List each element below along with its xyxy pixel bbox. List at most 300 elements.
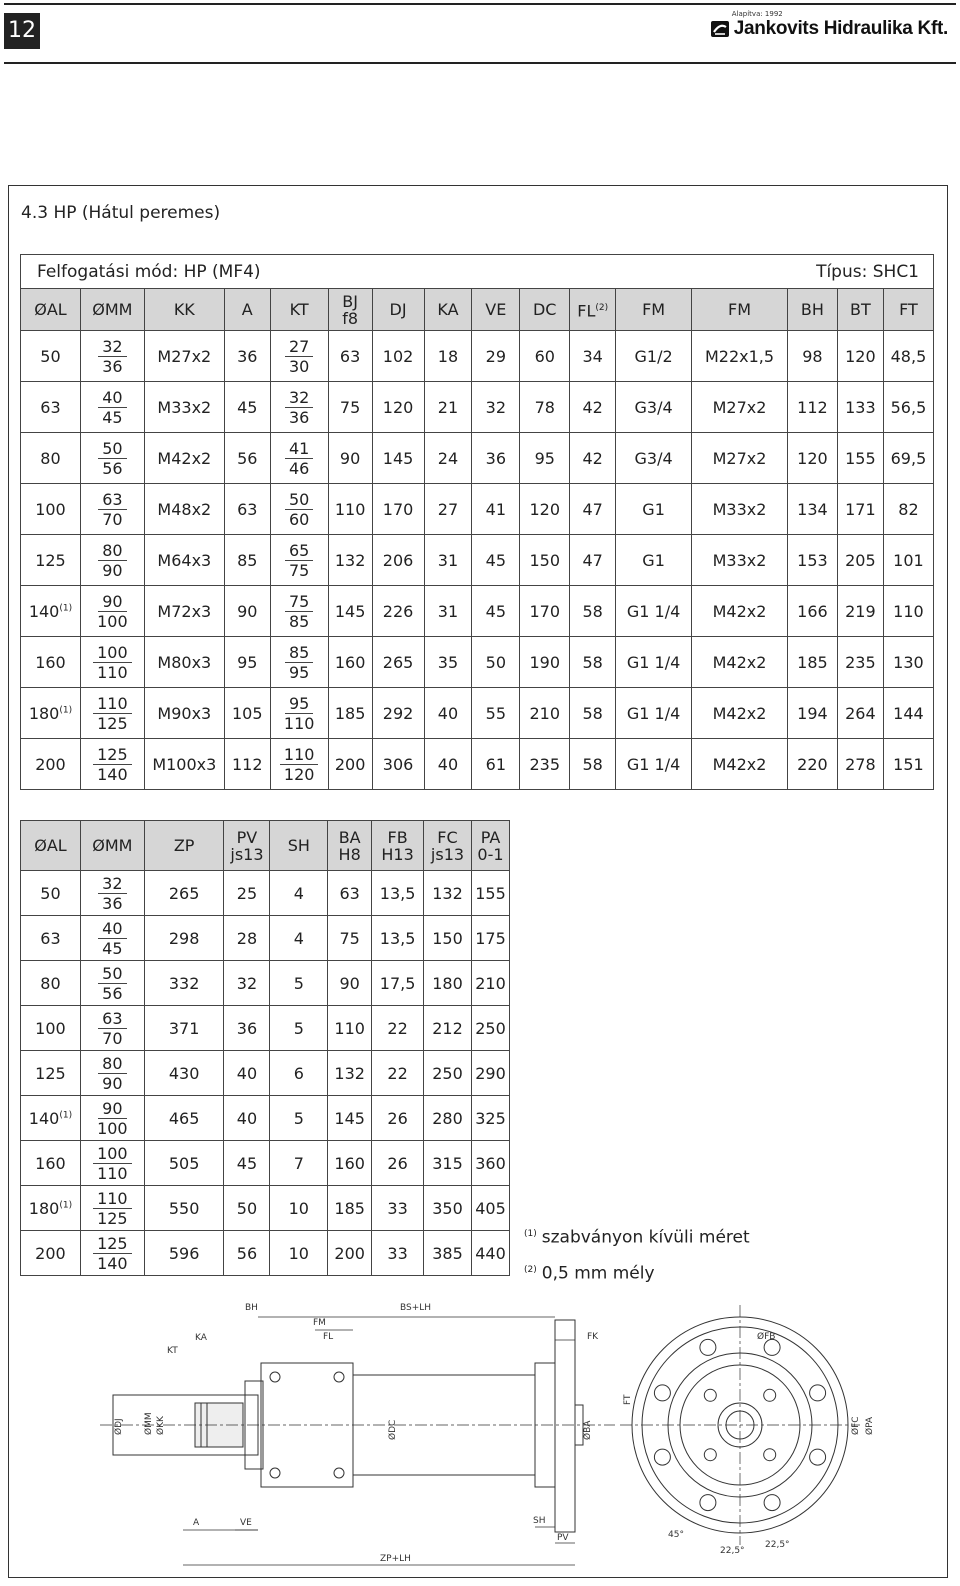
- cell-ft: 151: [883, 739, 933, 790]
- table-row: [21, 433, 934, 484]
- label-bs-lh: BS+LH: [400, 1303, 432, 1313]
- cell-dj: 170: [372, 484, 424, 535]
- cell-ve: 55: [472, 688, 520, 739]
- label-ve: VE: [240, 1518, 252, 1528]
- cell-pa: 440: [471, 1231, 509, 1276]
- cell-fc: 212: [424, 1006, 472, 1051]
- cell-zp: 298: [144, 916, 224, 961]
- label-dc: ØDC: [388, 1419, 398, 1440]
- page-number: 12: [4, 13, 40, 49]
- cell-mm: 110 125: [80, 1186, 144, 1231]
- cell-fb: 33: [372, 1231, 424, 1276]
- cell-ft: 48,5: [883, 331, 933, 382]
- cell-pv: 56: [224, 1231, 270, 1276]
- cell-al: 100: [21, 484, 81, 535]
- col-mm: ØMM: [80, 289, 144, 331]
- cell-kk: M27x2: [144, 331, 224, 382]
- col-kt: KT: [270, 289, 328, 331]
- cell-al: 160: [21, 637, 81, 688]
- cell-sh: 5: [270, 1096, 328, 1141]
- cell-bt: 264: [837, 688, 883, 739]
- label-a: A: [193, 1518, 200, 1528]
- cell-al: 80: [21, 961, 81, 1006]
- cell-fb: 13,5: [372, 916, 424, 961]
- cell-dc: 170: [520, 586, 570, 637]
- tie-rod-hole: [704, 1389, 716, 1401]
- cell-bj: 75: [328, 382, 372, 433]
- cell-fm1: G1 1/4: [616, 688, 692, 739]
- cell-a: 56: [224, 433, 270, 484]
- col-sh: SH: [270, 821, 328, 871]
- cell-al: 140$^{(1)}$: [21, 586, 81, 637]
- cell-fc: 150: [424, 916, 472, 961]
- cell-mm: 40 45: [80, 916, 144, 961]
- cell-kk: M64x3: [144, 535, 224, 586]
- cell-ve: 41: [472, 484, 520, 535]
- cell-ba: 160: [328, 1141, 372, 1186]
- cell-bh: 112: [787, 382, 837, 433]
- label-fl: FL: [323, 1332, 334, 1342]
- cell-ba: 200: [328, 1231, 372, 1276]
- cell-pv: 36: [224, 1006, 270, 1051]
- cell-a: 95: [224, 637, 270, 688]
- cell-ve: 45: [472, 535, 520, 586]
- cell-ba: 75: [328, 916, 372, 961]
- cell-zp: 265: [144, 871, 224, 916]
- cell-ba: 132: [328, 1051, 372, 1096]
- cell-al: 140$^{(1)}$: [21, 1096, 81, 1141]
- cell-bj: 132: [328, 535, 372, 586]
- cell-fb: 22: [372, 1006, 424, 1051]
- cell-fl: 58: [570, 586, 616, 637]
- cell-dc: 60: [520, 331, 570, 382]
- label-angle-22-5-b: 22,5°: [765, 1540, 790, 1550]
- cell-a: 36: [224, 331, 270, 382]
- footnote-1: $^{(1)}$ szabványon kívüli méret: [524, 1227, 750, 1248]
- cell-ka: 35: [424, 637, 472, 688]
- cell-kk: M80x3: [144, 637, 224, 688]
- cell-mm: 80 90: [80, 1051, 144, 1096]
- dimensions-table-main: [20, 254, 934, 790]
- cell-fm2: M27x2: [692, 433, 788, 484]
- cell-mm: 63 70: [80, 1006, 144, 1051]
- cell-dj: 292: [372, 688, 424, 739]
- table-row: [21, 1141, 510, 1186]
- cell-mm: 50 56: [80, 433, 144, 484]
- col-al: ØAL: [21, 289, 81, 331]
- col-fl: FL$^{(2)}$: [570, 289, 616, 331]
- cylinder-technical-drawing: [95, 1295, 935, 1580]
- cell-bj: 200: [328, 739, 372, 790]
- cell-ka: 27: [424, 484, 472, 535]
- cell-kt: 32 36: [270, 382, 328, 433]
- col-pv: PV js13: [224, 821, 270, 871]
- cell-fm1: G3/4: [616, 382, 692, 433]
- brand-since: Alapítva: 1992: [731, 10, 783, 18]
- label-ka: KA: [195, 1333, 207, 1343]
- bolt-hole: [764, 1495, 780, 1511]
- cell-fm1: G1/2: [616, 331, 692, 382]
- cell-zp: 430: [144, 1051, 224, 1096]
- cell-ba: 145: [328, 1096, 372, 1141]
- cell-a: 105: [224, 688, 270, 739]
- bolt-hole: [654, 1449, 670, 1465]
- cell-zp: 371: [144, 1006, 224, 1051]
- cell-ft: 56,5: [883, 382, 933, 433]
- tie-rod-hole: [764, 1389, 776, 1401]
- cell-pv: 40: [224, 1051, 270, 1096]
- cell-kt: 65 75: [270, 535, 328, 586]
- cell-dj: 120: [372, 382, 424, 433]
- cell-al: 50: [21, 871, 81, 916]
- cell-ve: 29: [472, 331, 520, 382]
- table-row: [21, 637, 934, 688]
- cell-dj: 226: [372, 586, 424, 637]
- cell-ka: 31: [424, 535, 472, 586]
- cell-a: 90: [224, 586, 270, 637]
- label-dpa: ØPA: [865, 1416, 875, 1435]
- col-a: A: [224, 289, 270, 331]
- cell-kt: 110 120: [270, 739, 328, 790]
- cell-bt: 171: [837, 484, 883, 535]
- bolt-hole: [700, 1339, 716, 1355]
- cell-fl: 42: [570, 433, 616, 484]
- table-row: [21, 586, 934, 637]
- footnotes: [524, 1218, 750, 1289]
- cell-bt: 205: [837, 535, 883, 586]
- col-bt: BT: [837, 289, 883, 331]
- cell-al: 180$^{(1)}$: [21, 688, 81, 739]
- cell-fb: 33: [372, 1186, 424, 1231]
- cell-kt: 95 110: [270, 688, 328, 739]
- cell-dc: 120: [520, 484, 570, 535]
- cell-fm2: M42x2: [692, 739, 788, 790]
- cell-fb: 26: [372, 1096, 424, 1141]
- bolt-hole: [654, 1385, 670, 1401]
- cell-fm2: M27x2: [692, 382, 788, 433]
- cell-dj: 206: [372, 535, 424, 586]
- cell-fc: 350: [424, 1186, 472, 1231]
- cell-bt: 278: [837, 739, 883, 790]
- cell-ba: 63: [328, 871, 372, 916]
- cell-fm2: M42x2: [692, 688, 788, 739]
- cell-sh: 6: [270, 1051, 328, 1096]
- cell-mm: 125 140: [80, 1231, 144, 1276]
- cell-dc: 235: [520, 739, 570, 790]
- tie-rod-hole: [764, 1449, 776, 1461]
- cell-kk: M48x2: [144, 484, 224, 535]
- col-dj: DJ: [372, 289, 424, 331]
- cell-bh: 153: [787, 535, 837, 586]
- cell-fm1: G1 1/4: [616, 586, 692, 637]
- cell-zp: 505: [144, 1141, 224, 1186]
- cell-fl: 47: [570, 535, 616, 586]
- cell-pa: 155: [471, 871, 509, 916]
- cell-fb: 22: [372, 1051, 424, 1096]
- cell-ft: 144: [883, 688, 933, 739]
- cell-sh: 4: [270, 916, 328, 961]
- table-row: [21, 331, 934, 382]
- cell-al: 125: [21, 535, 81, 586]
- table-row: [21, 871, 510, 916]
- cell-a: 63: [224, 484, 270, 535]
- cell-ve: 32: [472, 382, 520, 433]
- brand-name: Jankovits Hidraulika Kft.: [733, 18, 948, 39]
- cell-pa: 250: [471, 1006, 509, 1051]
- cell-ft: 82: [883, 484, 933, 535]
- cell-bh: 185: [787, 637, 837, 688]
- bolt-hole: [810, 1385, 826, 1401]
- cell-mm: 50 56: [80, 961, 144, 1006]
- cell-fm2: M33x2: [692, 484, 788, 535]
- cell-bj: 185: [328, 688, 372, 739]
- cell-pv: 32: [224, 961, 270, 1006]
- brand-icon: [710, 20, 730, 38]
- table-row: [21, 688, 934, 739]
- cell-ba: 185: [328, 1186, 372, 1231]
- cell-fm1: G1 1/4: [616, 637, 692, 688]
- cell-fc: 315: [424, 1141, 472, 1186]
- col-fc-pa: FC js13: [424, 821, 472, 871]
- section-title: 4.3 HP (Hátul peremes): [21, 203, 221, 223]
- table-row: [21, 1096, 510, 1141]
- cell-a: 112: [224, 739, 270, 790]
- cell-mm: 32 36: [80, 871, 144, 916]
- label-dfb: ØFB: [757, 1332, 776, 1342]
- cell-bh: 220: [787, 739, 837, 790]
- cell-fb: 26: [372, 1141, 424, 1186]
- cell-bh: 120: [787, 433, 837, 484]
- col-ba: BA H8: [328, 821, 372, 871]
- cell-al: 80: [21, 433, 81, 484]
- label-kk: ØKK: [156, 1416, 166, 1435]
- cell-bh: 194: [787, 688, 837, 739]
- cell-pa: 325: [471, 1096, 509, 1141]
- label-dba: ØBA: [583, 1420, 593, 1440]
- cell-bj: 160: [328, 637, 372, 688]
- end-view: [620, 1305, 875, 1556]
- col-fm1: FM: [616, 289, 692, 331]
- cell-ka: 31: [424, 586, 472, 637]
- cell-mm: 90 100: [80, 1096, 144, 1141]
- cell-bt: 120: [837, 331, 883, 382]
- cell-pv: 50: [224, 1186, 270, 1231]
- col-fb: FB H13: [372, 821, 424, 871]
- label-dj: ØDJ: [114, 1418, 124, 1435]
- cell-fm1: G1: [616, 535, 692, 586]
- table-row: [21, 484, 934, 535]
- cell-fl: 42: [570, 382, 616, 433]
- cell-dc: 190: [520, 637, 570, 688]
- cell-dc: 95: [520, 433, 570, 484]
- cell-kt: 75 85: [270, 586, 328, 637]
- footnote-2: $^{(2)}$ 0,5 mm mély: [524, 1263, 655, 1284]
- label-pv: PV: [557, 1533, 569, 1543]
- cell-kk: M33x2: [144, 382, 224, 433]
- table-row: [21, 961, 510, 1006]
- cell-mm: 32 36: [80, 331, 144, 382]
- cell-fc: 132: [424, 871, 472, 916]
- cell-ka: 40: [424, 688, 472, 739]
- cell-bj: 145: [328, 586, 372, 637]
- table-row: [21, 916, 510, 961]
- col-bj: BJ f8: [328, 289, 372, 331]
- cell-mm: 80 90: [80, 535, 144, 586]
- cell-ft: 110: [883, 586, 933, 637]
- cell-ka: 18: [424, 331, 472, 382]
- side-view: [100, 1303, 775, 1565]
- table-row: [21, 1186, 510, 1231]
- table-row: [21, 1006, 510, 1051]
- cell-a: 85: [224, 535, 270, 586]
- cell-pv: 28: [224, 916, 270, 961]
- table-header-row: [21, 289, 934, 331]
- cell-dj: 102: [372, 331, 424, 382]
- col-ft: FT: [883, 289, 933, 331]
- cell-fm1: G1 1/4: [616, 739, 692, 790]
- cell-pv: 45: [224, 1141, 270, 1186]
- cell-ve: 36: [472, 433, 520, 484]
- cell-dj: 265: [372, 637, 424, 688]
- cell-ve: 45: [472, 586, 520, 637]
- table-row: [21, 382, 934, 433]
- cell-bh: 166: [787, 586, 837, 637]
- bolt-hole: [810, 1449, 826, 1465]
- cell-sh: 5: [270, 1006, 328, 1051]
- cell-ve: 61: [472, 739, 520, 790]
- cell-bj: 90: [328, 433, 372, 484]
- cell-sh: 5: [270, 961, 328, 1006]
- cell-sh: 10: [270, 1186, 328, 1231]
- cell-kk: M100x3: [144, 739, 224, 790]
- cell-fm2: M33x2: [692, 535, 788, 586]
- cell-ba: 90: [328, 961, 372, 1006]
- mount-label: Felfogatási mód: HP (MF4): [21, 255, 788, 289]
- cell-fl: 58: [570, 637, 616, 688]
- cell-zp: 465: [144, 1096, 224, 1141]
- cell-kk: M72x3: [144, 586, 224, 637]
- cell-dc: 210: [520, 688, 570, 739]
- cell-bt: 235: [837, 637, 883, 688]
- cell-bj: 110: [328, 484, 372, 535]
- cell-bj: 63: [328, 331, 372, 382]
- cell-ka: 40: [424, 739, 472, 790]
- cell-fl: 58: [570, 688, 616, 739]
- cell-pa: 175: [471, 916, 509, 961]
- cell-al: 50: [21, 331, 81, 382]
- label-kt: KT: [167, 1346, 178, 1356]
- cell-bt: 155: [837, 433, 883, 484]
- label-zp-lh: ZP+LH: [380, 1554, 411, 1564]
- cell-dc: 78: [520, 382, 570, 433]
- col-ka: KA: [424, 289, 472, 331]
- cell-ve: 50: [472, 637, 520, 688]
- cell-fb: 13,5: [372, 871, 424, 916]
- label-bh: BH: [245, 1303, 258, 1313]
- cell-mm: 90 100: [80, 586, 144, 637]
- label-dfc: ØFC: [851, 1416, 861, 1435]
- cell-zp: 550: [144, 1186, 224, 1231]
- cell-ft: 130: [883, 637, 933, 688]
- cell-al: 63: [21, 382, 81, 433]
- cell-al: 200: [21, 739, 81, 790]
- cell-fl: 58: [570, 739, 616, 790]
- cell-kt: 41 46: [270, 433, 328, 484]
- cell-al: 125: [21, 1051, 81, 1096]
- cell-mm: 40 45: [80, 382, 144, 433]
- cell-kt: 50 60: [270, 484, 328, 535]
- cell-bt: 219: [837, 586, 883, 637]
- cell-sh: 7: [270, 1141, 328, 1186]
- col-al: ØAL: [21, 821, 81, 871]
- col-ve: VE: [472, 289, 520, 331]
- cell-pv: 25: [224, 871, 270, 916]
- cell-fl: 47: [570, 484, 616, 535]
- header-rule-bottom: [4, 62, 956, 64]
- cell-al: 100: [21, 1006, 81, 1051]
- cell-fc: 180: [424, 961, 472, 1006]
- cell-al: 63: [21, 916, 81, 961]
- cell-fm1: G1: [616, 484, 692, 535]
- cell-al: 160: [21, 1141, 81, 1186]
- cell-al: 180$^{(1)}$: [21, 1186, 81, 1231]
- col-dc: DC: [520, 289, 570, 331]
- table-header-row: [21, 821, 510, 871]
- cell-fm2: M42x2: [692, 637, 788, 688]
- label-ft: FT: [623, 1394, 633, 1405]
- dimensions-table-secondary: [20, 820, 510, 1276]
- cell-kt: 27 30: [270, 331, 328, 382]
- label-fm: FM: [313, 1318, 326, 1328]
- col-zp: ZP: [144, 821, 224, 871]
- table-row: [21, 1051, 510, 1096]
- bolt-hole: [700, 1495, 716, 1511]
- table-row: [21, 739, 934, 790]
- cell-sh: 10: [270, 1231, 328, 1276]
- cell-pa: 290: [471, 1051, 509, 1096]
- cell-kk: M42x2: [144, 433, 224, 484]
- header-rule-top: [4, 3, 956, 5]
- cell-mm: 110 125: [80, 688, 144, 739]
- table-row: [21, 535, 934, 586]
- cell-dj: 145: [372, 433, 424, 484]
- cell-fb: 17,5: [372, 961, 424, 1006]
- cell-pa: 405: [471, 1186, 509, 1231]
- cell-fc: 250: [424, 1051, 472, 1096]
- cell-bt: 133: [837, 382, 883, 433]
- cell-zp: 596: [144, 1231, 224, 1276]
- cell-dc: 150: [520, 535, 570, 586]
- cell-fm2: M42x2: [692, 586, 788, 637]
- brand-logo: [710, 10, 948, 40]
- type-label: Típus: SHC1: [787, 255, 933, 289]
- label-fk: FK: [587, 1332, 599, 1342]
- cell-kk: M90x3: [144, 688, 224, 739]
- cell-ft: 101: [883, 535, 933, 586]
- col-bh: BH: [787, 289, 837, 331]
- cell-pv: 40: [224, 1096, 270, 1141]
- cell-mm: 100 110: [80, 1141, 144, 1186]
- col-fm2: FM: [692, 289, 788, 331]
- cell-ft: 69,5: [883, 433, 933, 484]
- cell-ba: 110: [328, 1006, 372, 1051]
- cell-pa: 360: [471, 1141, 509, 1186]
- cell-fl: 34: [570, 331, 616, 382]
- cell-al: 200: [21, 1231, 81, 1276]
- cell-zp: 332: [144, 961, 224, 1006]
- cell-pa: 210: [471, 961, 509, 1006]
- cell-mm: 100 110: [80, 637, 144, 688]
